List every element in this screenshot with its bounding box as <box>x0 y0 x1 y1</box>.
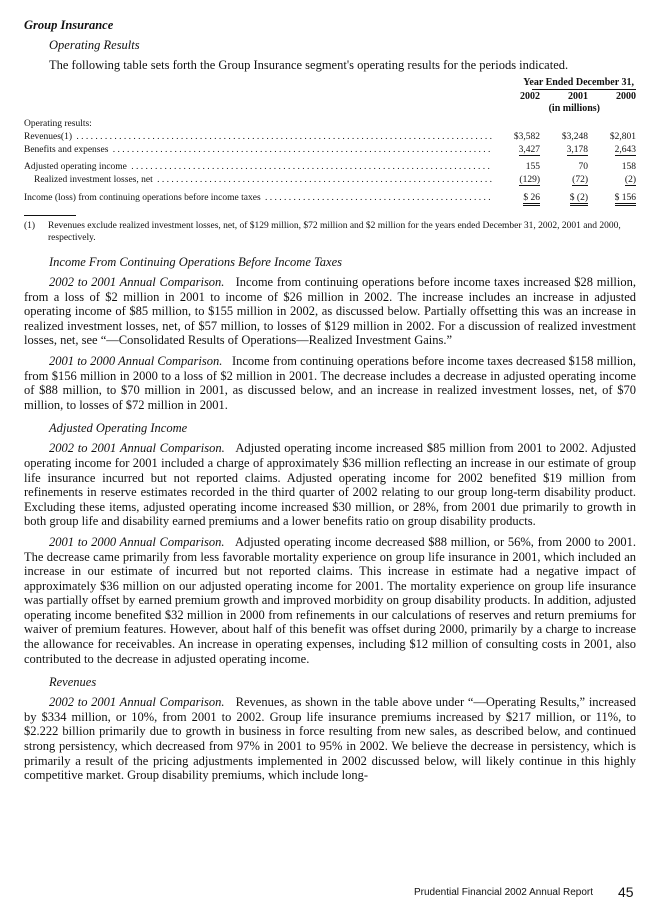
operating-results-subtitle: Operating Results <box>49 38 140 52</box>
row-label: Realized investment losses, net <box>34 175 153 185</box>
year-2002: 2002 <box>520 91 540 102</box>
page-number: 45 <box>618 884 634 900</box>
row-value: $3,582 <box>513 132 540 142</box>
income-paragraph-1 <box>24 275 636 348</box>
paragraph-lead: 2002 to 2001 Annual Comparison. <box>49 275 225 289</box>
table-row <box>24 144 636 157</box>
row-value: (2) <box>624 175 636 185</box>
paragraph-lead: 2002 to 2001 Annual Comparison. <box>49 695 225 710</box>
row-value: $2,801 <box>609 132 636 142</box>
row-value: (129) <box>519 175 540 185</box>
row-value: $ (2) <box>570 193 588 206</box>
adjusted-paragraph-1 <box>24 441 636 529</box>
row-label: Revenues(1) <box>24 132 73 142</box>
year-2000: 2000 <box>616 91 636 102</box>
paragraph-lead: 2002 to 2001 Annual Comparison. <box>49 441 225 456</box>
footnote-marker: (1) <box>24 221 36 231</box>
row-value: 158 <box>621 162 636 172</box>
row-label: Adjusted operating income <box>24 162 127 172</box>
paragraph-text: Revenues, as shown in the table above under “—Operating Results,” increased by $334 million, or 10%, from 2001 to 2002. Group life insurance premiums increased by $217 million, or 11%, to $2.222 billion primarily due to growth in business in force resulting from new sales, as described below, and continued strong persistency, which decreased from 97% in 2001 to 95% in 2002. We believe the decrease in persistency, which is primarily a result of the pricing adjustments implemented in 2002 discussed below, will likely continue in this highly competitive market. Group disability premiums, which include long- <box>24 695 637 783</box>
table-units: (in millions) <box>548 103 600 114</box>
paragraph-text: Adjusted operating income decreased $88 million, or 56%, from 2000 to 2001. The decrease came primarily from less favorable mortality experience on group life insurance in 2001, which included an increase in our estimate of incurred but not reported claims. This increase in estimate had a negative impact of approximately $36 million on our adjusted operating income for 2001. The mortality experience on group life insurance was partially offset by earned premium growth and improved morbidity on group disability products. In addition, adjusted operating income benefited $32 million in 2000 from refinements in our calculations of reserves and return premiums for waiver of premium features. However, about half of this benefit was offset during 2000, primarily by a charge to increase the allowance for receivables. An increase in operating expenses, including $12 million of consulting costs in 2001, also contributed to the decrease in adjusted operating income. <box>24 534 637 666</box>
footnote-text: Revenues exclude realized investment losses, net, of $129 million, $72 million and $2 million for the years ended December 31, 2002, 2001 and 2000, respectively. <box>48 221 621 243</box>
section-title: Group Insurance <box>24 18 114 32</box>
paragraph-lead: 2001 to 2000 Annual Comparison. <box>49 534 225 549</box>
paragraph-text: Income from continuing operations before income taxes increased $28 million, from a loss of $2 million in 2001 to income of $26 million in 2002. The increase includes an increase in adjusted operating income of $85 million, to $155 million in 2002, as discussed below. Partially offsetting this was an increase in realized investment losses, net, of $57 million, to losses of $129 million in 2002. For a discussion of realized investment losses, net, see “—Consolidated Results of Operations—Realized Investment Gains.” <box>24 275 636 348</box>
paragraph-text: Income from continuing operations before income taxes decreased $158 million, from $156 million in 2000 to a loss of $2 million in 2001. The decrease includes a decrease in adjusted operating income of $88 million, to $70 million in 2001, as discussed below, and an increase in realized investment losses, net, of $70 million, to losses of $72 million in 2001. <box>24 353 636 412</box>
row-value: (72) <box>572 175 588 185</box>
row-value: $3,248 <box>561 132 588 142</box>
table-year-header: Year Ended December 31, <box>523 77 634 88</box>
row-value: 70 <box>578 162 588 172</box>
table-row <box>24 192 636 205</box>
row-value: 2,643 <box>614 145 636 155</box>
document-page <box>24 18 636 789</box>
row-value: 155 <box>525 162 540 172</box>
revenues-subtitle: Revenues <box>49 675 97 690</box>
paragraph-text: Adjusted operating income increased $85 million from 2001 to 2002. Adjusted operating income for 2001 included a charge of approximately $36 million reflecting an increase in our estimate of group life insurance incurred but not reported claims. Adjusted operating income for 2002 benefited $19 million from refinements in reserve estimates recorded in the third quarter of 2002 relating to our group long-term disability product. Excluding these items, adjusted operating income increased $30 million, or 28%, from 2001 due primarily to growth in both group life and disability earned premiums and a lower benefits ratio on group disability products. <box>24 441 637 529</box>
adjusted-paragraph-2 <box>24 535 636 666</box>
operating-results-table <box>24 77 636 205</box>
row-value: $ 156 <box>615 193 636 206</box>
operating-results-intro: The following table sets forth the Group Insurance segment's operating results for the periods indicated. <box>49 58 569 72</box>
report-title: Prudential Financial 2002 Annual Report <box>414 887 594 898</box>
table-year-columns <box>24 91 636 102</box>
table-row <box>24 131 636 144</box>
income-paragraph-2 <box>24 354 636 412</box>
row-value: 3,178 <box>566 145 588 155</box>
revenues-paragraph-1 <box>24 695 636 783</box>
table-header-rule <box>532 89 636 90</box>
income-subtitle: Income From Continuing Operations Before Income Taxes <box>49 255 343 269</box>
footnote <box>24 220 636 244</box>
year-2001: 2001 <box>568 91 588 102</box>
paragraph-lead: 2001 to 2000 Annual Comparison. <box>49 353 223 368</box>
row-label: Benefits and expenses <box>24 145 109 155</box>
table-section-label-row <box>24 118 636 131</box>
table-row <box>24 161 636 174</box>
row-label: Income (loss) from continuing operations before income taxes <box>24 193 261 203</box>
row-value: 3,427 <box>518 145 540 155</box>
table-section-label: Operating results: <box>24 119 92 129</box>
page-footer <box>0 885 653 905</box>
footnote-rule <box>24 215 76 216</box>
adjusted-subtitle: Adjusted Operating Income <box>49 421 188 436</box>
table-row <box>24 174 636 187</box>
row-value: $ 26 <box>523 193 540 206</box>
